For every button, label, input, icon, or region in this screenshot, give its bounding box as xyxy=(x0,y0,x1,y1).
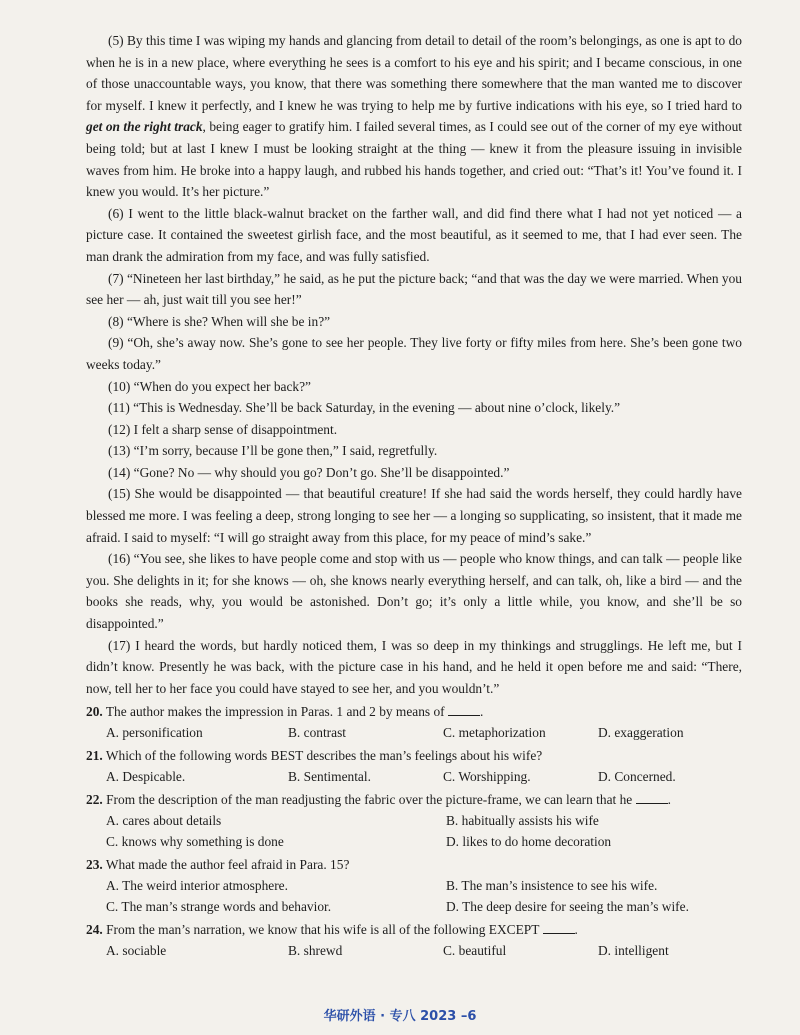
question-stem: What made the author feel afraid in Para. 15? xyxy=(105,857,350,873)
question-stem: The author makes the impression in Paras. 1 and 2 by means of xyxy=(105,704,445,720)
option-c[interactable]: C. Worshipping. xyxy=(443,769,531,785)
paragraph-16: (16) “You see, she likes to have people come and stop with us — people who know things, and can talk — people like you. She delights in it; for she knows — oh, she knows nearly everything herself, and can talk, oh, like a bird — and the books she reads, why, you would be astonished. Don’t go; it’s only a little while, you know, and she’ll be so disappointed.” xyxy=(86,551,742,632)
options xyxy=(86,722,742,743)
question-stem: Which of the following words BEST describes the man’s feelings about his wife? xyxy=(105,748,543,764)
option-b[interactable]: B. Sentimental. xyxy=(288,769,371,785)
option-d[interactable]: D. The deep desire for seeing the man’s wife. xyxy=(446,899,689,915)
options xyxy=(86,875,742,917)
paragraph-6: (6) I went to the little black-walnut bracket on the farther wall, and did find there what I had not yet noticed — a picture case. It contained the sweetest girlish face, and the most beautiful, as it seemed to me, that I had ever seen. The man drank the admiration from my face, and was fully satisfied. xyxy=(86,205,742,264)
option-a[interactable]: A. cares about details xyxy=(106,813,222,829)
paragraph-14: (14) “Gone? No — why should you go? Don’t go. She’ll be disappointed.” xyxy=(108,464,510,480)
page-footer: 华研外语 · 专八 2023 –6 xyxy=(323,1009,477,1024)
paragraph-11: (11) “This is Wednesday. She’ll be back Saturday, in the evening — about nine o’clock, likely.” xyxy=(108,400,621,416)
question-24: 24. From the man’s narration, we know that his wife is all of the following EXCEPT . A. sociable B. shrewd C. beautiful D. intelligent xyxy=(86,919,742,961)
question-number: 21. xyxy=(86,748,103,764)
paragraph-13: (13) “I’m sorry, because I’ll be gone then,” I said, regretfully. xyxy=(108,443,438,459)
option-d[interactable]: D. Concerned. xyxy=(598,769,676,785)
option-b[interactable]: B. The man’s insistence to see his wife. xyxy=(446,878,658,894)
question-23 xyxy=(86,854,742,917)
paragraph-10: (10) “When do you expect her back?” xyxy=(108,378,311,394)
question-number: 24. xyxy=(86,922,103,938)
options xyxy=(86,940,742,961)
option-a[interactable]: A. sociable xyxy=(106,943,167,959)
option-a[interactable]: A. Despicable. xyxy=(106,769,186,785)
answer-blank xyxy=(543,921,575,934)
option-b[interactable]: B. habitually assists his wife xyxy=(446,813,599,829)
option-b[interactable]: B. shrewd xyxy=(288,943,343,959)
option-b[interactable]: B. contrast xyxy=(288,725,347,741)
paragraph-12: (12) I felt a sharp sense of disappointment. xyxy=(108,421,338,437)
question-number: 22. xyxy=(86,792,103,808)
question-number: 23. xyxy=(86,857,103,873)
question-stem: From the description of the man readjusting the fabric over the picture-frame, we can learn that he xyxy=(106,792,633,808)
option-d[interactable]: D. likes to do home decoration xyxy=(446,834,612,850)
paragraph-5: (5) By this time I was wiping my hands and glancing from detail to detail of the room’s belongings, as one is apt to do when he is in a new place, where everything he sees is a comfort to his eye and his spirit; and I became conscious, in one of those unaccountable ways, you know, that there was something there somewhere that the man wanted me to discover for myself. I knew it perfectly, and I knew he was trying to help me by furtive indications with his eye, so I tried hard to get on the right track, being eager to gratify him. I failed several times, as I could see out of the corner of my eye without being told; but at last I knew I must be looking straight at the thing — knew it from the pleasure issuing in invisible waves from him. He broke into a happy laugh, and rubbed his hands together, and cried out: “That’s it! You’ve found it. I knew you would. It’s her picture.” xyxy=(86,33,742,200)
emphasized-phrase: get on the right track xyxy=(86,119,203,135)
option-c[interactable]: C. beautiful xyxy=(443,943,507,959)
question-number: 20. xyxy=(86,704,103,720)
option-a[interactable]: A. personification xyxy=(106,725,203,741)
answer-blank xyxy=(636,791,668,804)
option-c[interactable]: C. knows why something is done xyxy=(106,834,284,850)
options xyxy=(86,810,742,852)
paragraph-17: (17) I heard the words, but hardly noticed them, I was so deep in my thinkings and strugglings. He left me, but I didn’t know. Presently he was back, with the picture case in his hand, and he held it open before me and said: “There, now, tell her to her face you could have stayed to see her, and you wouldn’t.” xyxy=(86,637,742,696)
paragraph-9: (9) “Oh, she’s away now. She’s gone to see her people. They live forty or fifty miles from here. She’s been gone two weeks today.” xyxy=(86,335,742,372)
paragraph-8: (8) “Where is she? When will she be in?” xyxy=(108,313,331,329)
question-20: 20. The author makes the impression in Paras. 1 and 2 by means of . A. personification B. contrast C. metaphorization D. exaggeration xyxy=(86,701,742,743)
question-22: 22. From the description of the man readjusting the fabric over the picture-frame, we can learn that he . A. cares about details B. habitually assists his wife C. knows why something is done D. likes to do home decoration xyxy=(86,789,742,852)
answer-blank xyxy=(448,703,480,716)
option-c[interactable]: C. The man’s strange words and behavior. xyxy=(106,899,332,915)
question-stem: From the man’s narration, we know that his wife is all of the following EXCEPT xyxy=(106,922,540,938)
option-c[interactable]: C. metaphorization xyxy=(443,725,546,741)
option-d[interactable]: D. exaggeration xyxy=(598,725,684,741)
paragraph-7: (7) “Nineteen her last birthday,” he said, as he put the picture back; “and that was the day we were married. When you see her — ah, just wait till you see her!” xyxy=(86,270,742,308)
paragraph-15: (15) She would be disappointed — that beautiful creature! If she had said the words herself, they could hardly have blessed me more. I was feeling a deep, strong longing to see her — a longing so supplicating, so insistent, that it made me afraid. I said to myself: “I will go straight away from this place, for my peace of mind’s sake.” xyxy=(86,486,742,545)
question-21 xyxy=(86,745,742,787)
options xyxy=(86,766,742,787)
option-a[interactable]: A. The weird interior atmosphere. xyxy=(106,878,288,894)
option-d[interactable]: D. intelligent xyxy=(598,943,669,959)
